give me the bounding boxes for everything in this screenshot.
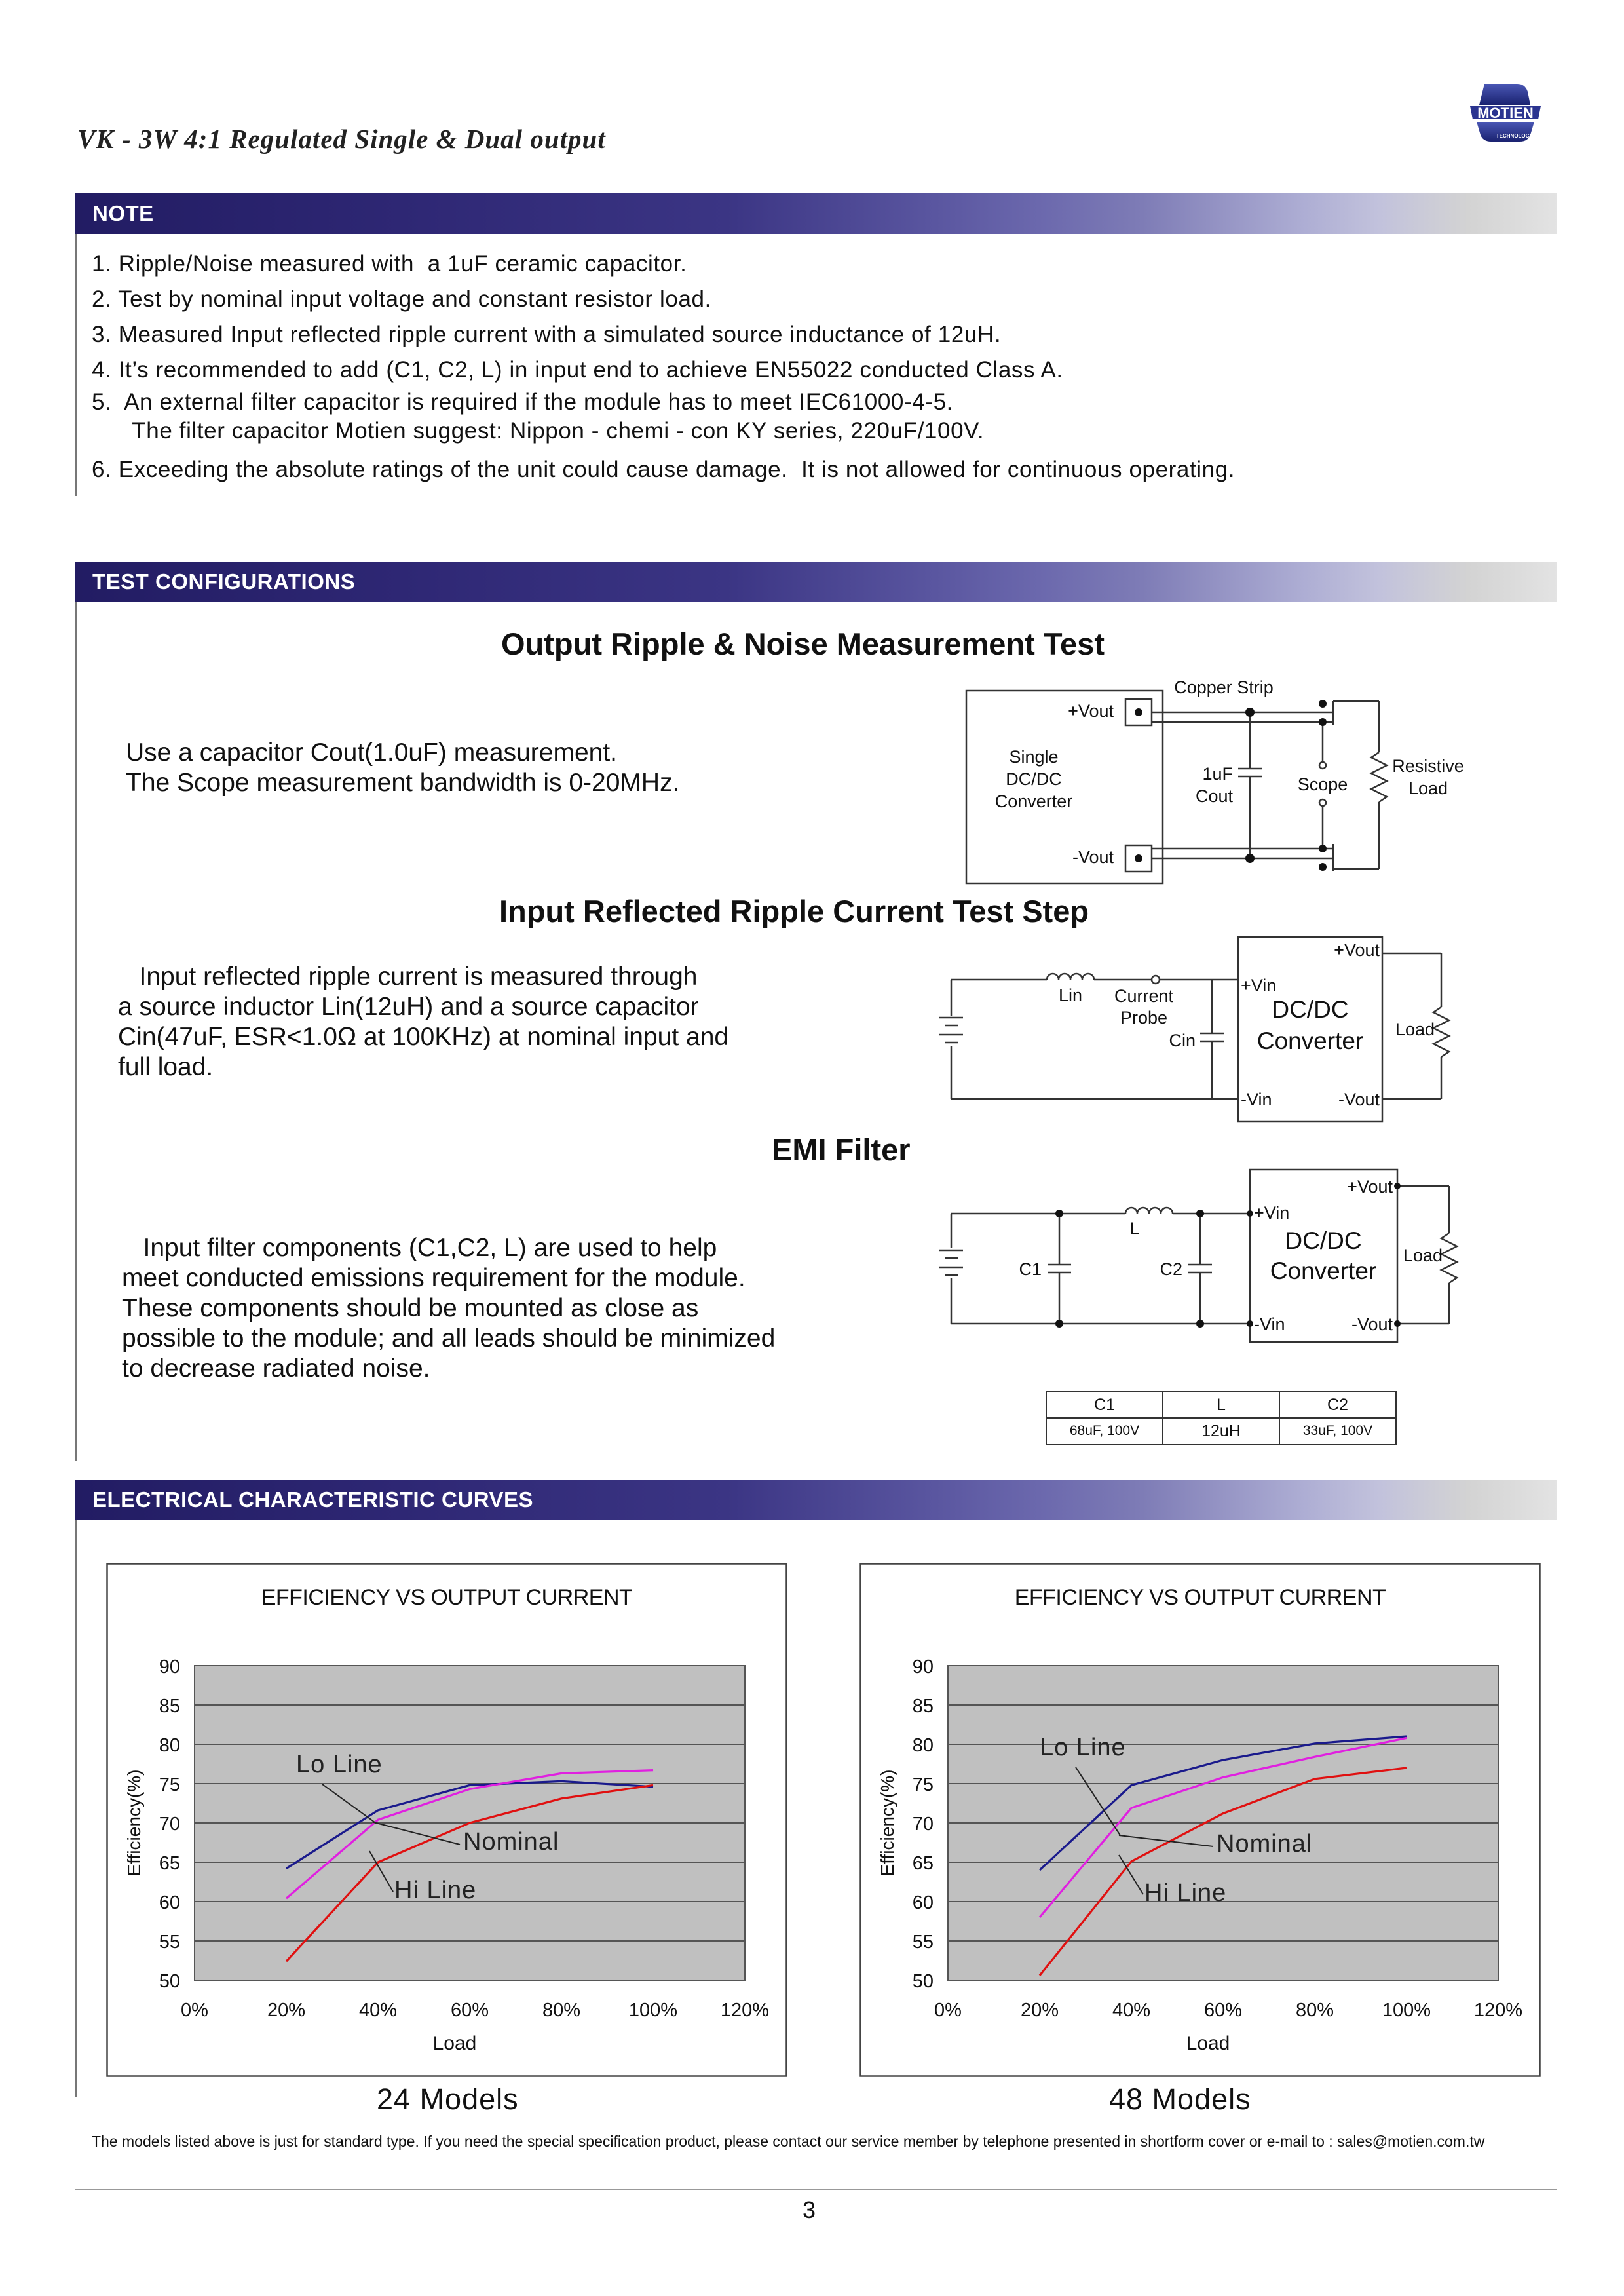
ripple-test-text: [126, 738, 679, 798]
efficiency-chart-48-models: [859, 1563, 1541, 2077]
table-header: C2: [1279, 1392, 1396, 1418]
current-probe-label: Current: [1114, 986, 1174, 1006]
y-tick-label: 75: [159, 1774, 180, 1795]
document-title: VK - 3W 4:1 Regulated Single & Dual output: [77, 124, 606, 154]
efficiency-chart-24-models: [106, 1563, 787, 2077]
x-tick-label: 60%: [450, 2000, 489, 2021]
ripple-converter-label: Converter: [994, 792, 1073, 811]
table-cell: 33uF, 100V: [1279, 1418, 1396, 1444]
ripple-text-line: The Scope measurement bandwidth is 0-20MHz.: [126, 769, 680, 797]
table-cell: 12uH: [1163, 1418, 1279, 1444]
emi-filter-title: EMI Filter: [772, 1132, 911, 1167]
emi-text-line: possible to the module; and all leads should be minimized: [122, 1324, 776, 1352]
curves-section-title: ELECTRICAL CHARACTERISTIC CURVES: [92, 1487, 533, 1512]
note-item: 1. Ripple/Noise measured with a 1uF ceramic capacitor.: [92, 251, 687, 277]
chart-title: EFFICIENCY VS OUTPUT CURRENT: [1014, 1585, 1386, 1610]
vout-pos-label: +Vout: [1334, 940, 1380, 960]
chart-title: EFFICIENCY VS OUTPUT CURRENT: [261, 1585, 633, 1610]
y-tick-label: 75: [912, 1774, 934, 1795]
vout-neg-label: -Vout: [1351, 1314, 1393, 1334]
x-tick-label: 120%: [720, 2000, 770, 2021]
y-tick-label: 70: [912, 1814, 934, 1835]
l-label: L: [1129, 1219, 1140, 1238]
input-ripple-text: [118, 962, 728, 1082]
test-section-title: TEST CONFIGURATIONS: [92, 569, 356, 594]
y-tick-label: 65: [159, 1853, 180, 1874]
cout-label: Cout: [1195, 786, 1233, 806]
ripple-test-diagram: [950, 675, 1464, 891]
emi-filter-diagram: [930, 1160, 1481, 1350]
curves-section-header: [75, 1480, 1557, 1520]
y-tick-label: 90: [159, 1656, 180, 1677]
y-tick-label: 90: [912, 1656, 934, 1677]
x-axis-label: Load: [1186, 2033, 1230, 2054]
c1-label: C1: [1019, 1259, 1042, 1279]
y-tick-label: 60: [912, 1892, 934, 1913]
ripple-test-title: Output Ripple & Noise Measurement Test: [501, 626, 1105, 661]
ripple-vout-neg-label: -Vout: [1072, 847, 1114, 867]
load-label: Load: [1395, 1020, 1435, 1039]
converter-label: DC/DC: [1272, 996, 1349, 1023]
note-item: 2. Test by nominal input voltage and constant resistor load.: [92, 286, 711, 312]
y-tick-label: 70: [159, 1814, 180, 1835]
resistive-load-label: Load: [1408, 778, 1448, 798]
input-ripple-text-line: Cin(47uF, ESR<1.0Ω at 100KHz) at nominal input and: [118, 1023, 729, 1051]
y-tick-label: 55: [159, 1932, 180, 1953]
x-tick-label: 80%: [542, 2000, 581, 2021]
test-section-header: [75, 562, 1557, 602]
table-header: C1: [1046, 1392, 1163, 1418]
notes-list: [92, 246, 1235, 488]
section-rule: [75, 602, 77, 1461]
x-tick-label: 40%: [358, 2000, 398, 2021]
table-header: L: [1163, 1392, 1279, 1418]
x-tick-label: 100%: [628, 2000, 678, 2021]
chart-caption-48-models: 48 Models: [1109, 2082, 1251, 2116]
footer-rule: [75, 2189, 1557, 2190]
input-ripple-diagram: [930, 934, 1481, 1124]
x-tick-label: 120%: [1473, 2000, 1523, 2021]
y-axis-label: Efficiency(%): [877, 1769, 897, 1877]
y-tick-label: 65: [912, 1853, 934, 1874]
load-label: Load: [1403, 1246, 1443, 1265]
section-rule: [75, 1520, 77, 2097]
vin-pos-label: +Vin: [1241, 976, 1277, 995]
section-rule: [75, 234, 77, 496]
input-ripple-text-line: full load.: [118, 1053, 214, 1081]
x-tick-label: 80%: [1295, 2000, 1334, 2021]
y-axis-label: Efficiency(%): [124, 1769, 144, 1877]
x-tick-label: 40%: [1112, 2000, 1151, 2021]
footnote: The models listed above is just for standard type. If you need the special specification product, please contact our service member by telephone presented in shortform cover or e-mail to : sales@motien.com.tw: [92, 2133, 1485, 2150]
vout-neg-label: -Vout: [1338, 1090, 1380, 1109]
y-tick-label: 55: [912, 1932, 934, 1953]
page-number: 3: [803, 2196, 816, 2223]
x-tick-label: 20%: [267, 2000, 306, 2021]
motien-logo: [1465, 79, 1546, 149]
current-probe-label: Probe: [1120, 1008, 1168, 1027]
vin-pos-label: +Vin: [1254, 1203, 1290, 1223]
emi-filter-text: [122, 1233, 775, 1384]
emi-text-line: to decrease radiated noise.: [122, 1354, 430, 1383]
x-tick-label: 0%: [181, 2000, 208, 2021]
note-item: 6. Exceeding the absolute ratings of the unit could cause damage. It is not allowed for continuous operating.: [92, 457, 1236, 482]
y-tick-label: 60: [159, 1892, 180, 1913]
annotation-label: Nominal: [463, 1828, 559, 1856]
note-item: 5. An external filter capacitor is required if the module has to meet IEC61000-4-5.: [92, 389, 953, 415]
table-cell: 68uF, 100V: [1046, 1418, 1163, 1444]
y-tick-label: 50: [912, 1971, 934, 1992]
emi-text-line: These components should be mounted as close as: [122, 1294, 699, 1322]
vout-pos-label: +Vout: [1347, 1177, 1393, 1196]
converter-label: Converter: [1270, 1257, 1377, 1284]
note-item: 4. It’s recommended to add (C1, C2, L) in input end to achieve EN55022 conducted Class A.: [92, 357, 1063, 383]
input-ripple-text-line: a source inductor Lin(12uH) and a source capacitor: [118, 993, 699, 1021]
converter-label: Converter: [1256, 1027, 1364, 1054]
input-ripple-title: Input Reflected Ripple Current Test Step: [499, 894, 1089, 928]
ripple-converter-label: Single: [1009, 747, 1059, 767]
ripple-text-line: Use a capacitor Cout(1.0uF) measurement.: [126, 738, 617, 767]
copper-strip-label: Copper Strip: [1174, 678, 1274, 697]
resistive-load-label: Resistive: [1392, 756, 1464, 776]
vin-neg-label: -Vin: [1241, 1090, 1272, 1109]
annotation-label: Lo Line: [296, 1751, 383, 1778]
y-tick-label: 50: [159, 1971, 180, 1992]
cin-label: Cin: [1169, 1031, 1196, 1050]
emi-text-line: meet conducted emissions requirement for the module.: [122, 1264, 746, 1292]
annotation-label: Hi Line: [1144, 1879, 1227, 1907]
x-tick-label: 60%: [1203, 2000, 1243, 2021]
emi-text-line: Input filter components (C1,C2, L) are used to help: [122, 1234, 717, 1262]
vin-neg-label: -Vin: [1254, 1314, 1285, 1334]
converter-label: DC/DC: [1285, 1227, 1362, 1254]
chart-caption-24-models: 24 Models: [377, 2082, 519, 2116]
y-tick-label: 80: [159, 1735, 180, 1756]
annotation-label: Nominal: [1217, 1830, 1313, 1858]
ripple-converter-label: DC/DC: [1006, 769, 1062, 789]
x-tick-label: 0%: [934, 2000, 962, 2021]
x-tick-label: 20%: [1020, 2000, 1059, 2021]
scope-label: Scope: [1297, 775, 1348, 794]
x-tick-label: 100%: [1382, 2000, 1431, 2021]
y-tick-label: 80: [912, 1735, 934, 1756]
annotation-label: Hi Line: [394, 1877, 477, 1904]
note-section-header: [75, 193, 1557, 234]
logo-subtext: TECHNOLOGY: [1496, 133, 1534, 139]
cout-label: 1uF: [1202, 764, 1233, 784]
ripple-vout-pos-label: +Vout: [1068, 701, 1114, 721]
note-item: The filter capacitor Motien suggest: Nippon - chemi - con KY series, 220uF/100V.: [92, 418, 985, 444]
note-section-title: NOTE: [92, 201, 154, 225]
y-tick-label: 85: [159, 1696, 180, 1717]
logo-text: MOTIEN: [1477, 105, 1534, 121]
annotation-label: Lo Line: [1040, 1734, 1126, 1761]
y-tick-label: 85: [912, 1696, 934, 1717]
note-item: 3. Measured Input reflected ripple current with a simulated source inductance of 12uH.: [92, 322, 1002, 347]
x-axis-label: Load: [432, 2033, 477, 2054]
c2-label: C2: [1160, 1259, 1182, 1279]
lin-label: Lin: [1058, 985, 1083, 1005]
emi-component-table: [1046, 1391, 1397, 1445]
input-ripple-text-line: Input reflected ripple current is measured through: [118, 963, 698, 991]
